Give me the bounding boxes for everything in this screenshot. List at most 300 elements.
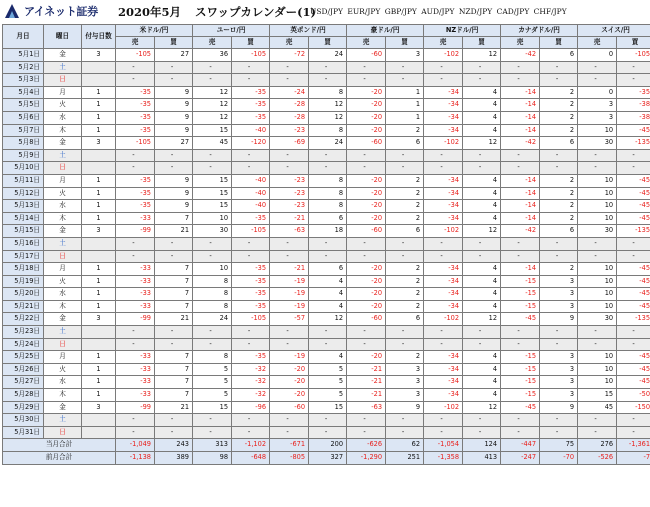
cell-value: 3 (540, 288, 578, 301)
cell-value: - (232, 250, 270, 263)
cell-date: 5月20日 (3, 288, 44, 301)
cell-value: -105 (116, 137, 155, 150)
cell-value: -21 (347, 376, 386, 389)
total-value: 276 (578, 439, 617, 452)
cell-value: -45 (501, 401, 540, 414)
cell-date: 5月10日 (3, 162, 44, 175)
cell-value: - (347, 149, 386, 162)
table-row (3, 99, 650, 112)
cell-value: 3 (540, 275, 578, 288)
cell-value: - (424, 250, 463, 263)
cell-date: 5月21日 (3, 300, 44, 313)
page-title (118, 4, 316, 20)
cell-value: - (424, 61, 463, 74)
cell-value: - (155, 61, 193, 74)
cell-value: - (501, 237, 540, 250)
cell-value: -35 (116, 86, 155, 99)
cell-dow: 金 (44, 401, 82, 414)
cell-dow: 火 (44, 275, 82, 288)
cell-value: 9 (540, 313, 578, 326)
cell-value: 10 (193, 263, 232, 276)
cell-value: - (617, 61, 650, 74)
cell-dow: 水 (44, 288, 82, 301)
cell-date: 5月3日 (3, 74, 44, 87)
cell-value: 2 (540, 187, 578, 200)
cell-value: 4 (309, 351, 347, 364)
cell-value: 15 (193, 401, 232, 414)
cell-value: -33 (116, 288, 155, 301)
table-row (3, 414, 650, 427)
cell-value: - (463, 162, 501, 175)
cell-value: 12 (463, 225, 501, 238)
cell-value: - (463, 250, 501, 263)
cell-value: -40 (232, 200, 270, 213)
col-cad: カナダドル/円 (501, 25, 578, 37)
cell-value: 15 (193, 200, 232, 213)
table-row (3, 275, 650, 288)
cell-value: 1 (386, 86, 424, 99)
total-row (3, 439, 650, 452)
cell-value: 10 (578, 200, 617, 213)
cell-value: - (617, 237, 650, 250)
cell-value: -20 (347, 111, 386, 124)
cell-value: 5 (193, 389, 232, 402)
cell-value: 12 (193, 99, 232, 112)
cell-value: -35 (617, 86, 650, 99)
cell-value: 10 (578, 174, 617, 187)
cell-value: -34 (424, 111, 463, 124)
cell-value: 8 (309, 187, 347, 200)
cell-value: 2 (386, 212, 424, 225)
cell-dow: 木 (44, 124, 82, 137)
cell-date: 5月13日 (3, 200, 44, 213)
cell-value: - (386, 250, 424, 263)
cell-dow: 金 (44, 49, 82, 62)
cell-value: - (617, 149, 650, 162)
cell-value: 12 (463, 313, 501, 326)
cell-value: 6 (309, 263, 347, 276)
cell-value: 4 (463, 212, 501, 225)
cell-value: 12 (463, 137, 501, 150)
cell-value: -21 (270, 263, 309, 276)
cell-value: - (386, 237, 424, 250)
cell-value: 9 (155, 124, 193, 137)
total-value: -671 (270, 439, 309, 452)
table-body (3, 49, 650, 465)
cell-value: - (347, 61, 386, 74)
cell-value: -14 (501, 99, 540, 112)
cell-value: 21 (155, 401, 193, 414)
cell-date: 5月16日 (3, 237, 44, 250)
cell-dow: 水 (44, 376, 82, 389)
cell-value: -20 (270, 363, 309, 376)
total-value: -1,049 (116, 439, 155, 452)
table-row (3, 149, 650, 162)
cell-value: 8 (193, 288, 232, 301)
total-value: -1,358 (424, 452, 463, 465)
cell-value: 2 (386, 288, 424, 301)
cell-value: 24 (193, 313, 232, 326)
cell-value: - (501, 250, 540, 263)
swap-calendar-table (2, 24, 650, 465)
cell-dow: 金 (44, 225, 82, 238)
cell-value: - (386, 149, 424, 162)
cell-value: 15 (309, 401, 347, 414)
col-buy: 買 (540, 37, 578, 49)
cell-value: 4 (463, 99, 501, 112)
cell-date: 5月14日 (3, 212, 44, 225)
cell-dow: 金 (44, 137, 82, 150)
cell-value: 7 (155, 263, 193, 276)
cell-value: 2 (386, 124, 424, 137)
cell-value: -60 (347, 313, 386, 326)
cell-value: 8 (309, 174, 347, 187)
cell-value: -19 (270, 288, 309, 301)
cell-value: - (501, 326, 540, 339)
cell-value: - (540, 162, 578, 175)
cell-dow: 木 (44, 212, 82, 225)
col-sell: 売 (270, 37, 309, 49)
cell-value: - (386, 426, 424, 439)
cell-value: -35 (116, 124, 155, 137)
cell-value: 3 (540, 376, 578, 389)
cell-value: - (155, 74, 193, 87)
cell-value: -102 (424, 401, 463, 414)
cell-value: - (270, 326, 309, 339)
cell-value: - (463, 74, 501, 87)
cell-days: 1 (82, 124, 116, 137)
cell-value: -15 (501, 300, 540, 313)
cell-dow: 月 (44, 174, 82, 187)
cell-value: -35 (232, 300, 270, 313)
cell-value: - (501, 149, 540, 162)
cell-value: -21 (347, 363, 386, 376)
cell-value: -35 (232, 288, 270, 301)
cell-value: 2 (540, 124, 578, 137)
cell-date: 5月15日 (3, 225, 44, 238)
cell-value: - (270, 61, 309, 74)
cell-value: 9 (155, 99, 193, 112)
cell-value: -23 (270, 124, 309, 137)
cell-value: -135 (617, 313, 650, 326)
cell-value: - (617, 426, 650, 439)
total-value: -805 (270, 452, 309, 465)
cell-dow: 日 (44, 338, 82, 351)
cell-dow: 水 (44, 111, 82, 124)
table-row (3, 200, 650, 213)
cell-value: 5 (309, 376, 347, 389)
cell-value: 9 (155, 111, 193, 124)
cell-value: - (232, 149, 270, 162)
cell-value: 8 (309, 200, 347, 213)
cell-days: 3 (82, 313, 116, 326)
cell-value: - (501, 338, 540, 351)
cell-value: 7 (155, 212, 193, 225)
cell-value: 7 (155, 300, 193, 313)
cell-value: 2 (386, 300, 424, 313)
cell-dow: 土 (44, 149, 82, 162)
cell-value: - (309, 426, 347, 439)
col-buy: 買 (232, 37, 270, 49)
cell-value: 9 (386, 401, 424, 414)
cell-value: 7 (155, 363, 193, 376)
cell-value: - (617, 338, 650, 351)
cell-value: -60 (347, 49, 386, 62)
cell-value: 2 (386, 275, 424, 288)
cell-days: 1 (82, 275, 116, 288)
cell-days: 1 (82, 174, 116, 187)
cell-value: - (309, 326, 347, 339)
cell-value: - (270, 237, 309, 250)
cell-days: 1 (82, 389, 116, 402)
cell-value: 5 (309, 389, 347, 402)
cell-value: 6 (386, 137, 424, 150)
cell-value: -32 (232, 389, 270, 402)
cell-value: - (270, 250, 309, 263)
cell-value: - (116, 149, 155, 162)
cell-value: - (232, 74, 270, 87)
cell-value: - (193, 250, 232, 263)
cell-value: -102 (424, 313, 463, 326)
cell-value: - (116, 61, 155, 74)
cell-value: -28 (270, 99, 309, 112)
total-value: 75 (540, 439, 578, 452)
table-row (3, 174, 650, 187)
cell-value: 24 (309, 137, 347, 150)
col-date: 月日 (3, 25, 44, 49)
cell-value: - (155, 414, 193, 427)
cell-value: 3 (386, 49, 424, 62)
cell-value: - (232, 426, 270, 439)
cell-value: -35 (232, 275, 270, 288)
col-days: 付与日数 (82, 25, 116, 49)
cell-value: -105 (232, 49, 270, 62)
cell-value: 27 (155, 49, 193, 62)
header-row-currencies (3, 25, 650, 37)
cell-days: 1 (82, 200, 116, 213)
table-row (3, 187, 650, 200)
cell-value: - (540, 250, 578, 263)
cell-days: 1 (82, 99, 116, 112)
cell-value: -34 (424, 174, 463, 187)
cell-dow: 木 (44, 300, 82, 313)
cell-value: 8 (193, 275, 232, 288)
cell-value: -105 (116, 49, 155, 62)
cell-value: 6 (386, 313, 424, 326)
cell-value: - (347, 338, 386, 351)
cell-value: -45 (617, 263, 650, 276)
cell-value: -69 (270, 137, 309, 150)
cell-value: 6 (309, 212, 347, 225)
cell-value: -45 (617, 288, 650, 301)
cell-value: -20 (270, 389, 309, 402)
cell-value: - (386, 414, 424, 427)
total-value: -526 (578, 452, 617, 465)
cell-dow: 日 (44, 74, 82, 87)
cell-value: -28 (270, 111, 309, 124)
cell-value: 10 (578, 124, 617, 137)
cell-value: -34 (424, 363, 463, 376)
cell-value: -105 (232, 225, 270, 238)
cell-value: -14 (501, 187, 540, 200)
cell-value: 10 (193, 212, 232, 225)
cell-value: - (232, 237, 270, 250)
cell-value: -20 (347, 300, 386, 313)
cell-value: 5 (193, 363, 232, 376)
cell-value: - (116, 162, 155, 175)
cell-value: -14 (501, 212, 540, 225)
cell-value: -34 (424, 124, 463, 137)
cell-value: 10 (578, 376, 617, 389)
total-label: 前月合計 (3, 452, 116, 465)
cell-value: -33 (116, 300, 155, 313)
cell-value: - (193, 338, 232, 351)
cell-value: 4 (463, 187, 501, 200)
col-dow: 曜日 (44, 25, 82, 49)
cell-days (82, 414, 116, 427)
cell-value: 9 (155, 86, 193, 99)
cell-value: - (617, 162, 650, 175)
cell-dow: 土 (44, 414, 82, 427)
col-sell: 売 (424, 37, 463, 49)
table-row (3, 137, 650, 150)
cell-value: -45 (617, 300, 650, 313)
cell-date: 5月17日 (3, 250, 44, 263)
cell-value: - (193, 414, 232, 427)
cell-value: -20 (270, 376, 309, 389)
cell-value: - (501, 414, 540, 427)
cell-value: - (193, 237, 232, 250)
cell-dow: 月 (44, 351, 82, 364)
cell-value: 10 (578, 363, 617, 376)
col-sell: 売 (116, 37, 155, 49)
cell-value: -33 (116, 212, 155, 225)
cell-value: 4 (463, 376, 501, 389)
cell-value: - (193, 162, 232, 175)
cell-value: 4 (309, 300, 347, 313)
cell-value: -23 (270, 200, 309, 213)
cell-value: 2 (540, 200, 578, 213)
total-value: -1,290 (347, 452, 386, 465)
cell-date: 5月8日 (3, 137, 44, 150)
cell-value: -14 (501, 124, 540, 137)
cell-value: - (424, 326, 463, 339)
cell-value: -102 (424, 137, 463, 150)
cell-value: -34 (424, 212, 463, 225)
cell-value: - (116, 414, 155, 427)
cell-value: -19 (270, 275, 309, 288)
cell-days (82, 149, 116, 162)
cell-value: - (116, 338, 155, 351)
cell-value: - (193, 326, 232, 339)
cell-value: 6 (540, 137, 578, 150)
cell-value: -34 (424, 275, 463, 288)
cell-value: -21 (270, 212, 309, 225)
cell-value: - (386, 162, 424, 175)
cell-value: - (540, 74, 578, 87)
cell-days (82, 61, 116, 74)
cell-value: 27 (155, 137, 193, 150)
cell-value: -20 (347, 275, 386, 288)
cell-date: 5月4日 (3, 86, 44, 99)
cell-date: 5月1日 (3, 49, 44, 62)
cell-value: -102 (424, 225, 463, 238)
cell-value: -34 (424, 376, 463, 389)
cell-value: - (540, 426, 578, 439)
cell-value: - (232, 326, 270, 339)
cell-value: - (578, 426, 617, 439)
cell-days (82, 338, 116, 351)
cell-value: - (347, 162, 386, 175)
cell-value: 2 (540, 212, 578, 225)
cell-value: -45 (617, 363, 650, 376)
cell-value: - (463, 426, 501, 439)
cell-value: - (270, 162, 309, 175)
cell-value: -23 (270, 187, 309, 200)
cell-value: -33 (116, 263, 155, 276)
col-nzd: NZドル/円 (424, 25, 501, 37)
total-value: -626 (347, 439, 386, 452)
cell-value: -42 (501, 225, 540, 238)
cell-value: -34 (424, 99, 463, 112)
table-row (3, 61, 650, 74)
cell-date: 5月22日 (3, 313, 44, 326)
cell-days: 1 (82, 86, 116, 99)
cell-value: - (578, 61, 617, 74)
title-name: スワップカレンダー(1) (195, 5, 316, 19)
cell-value: -135 (617, 137, 650, 150)
cell-value: 3 (578, 99, 617, 112)
cell-date: 5月27日 (3, 376, 44, 389)
cell-value: - (463, 414, 501, 427)
cell-value: -60 (347, 137, 386, 150)
cell-value: - (424, 162, 463, 175)
cell-value: -42 (501, 137, 540, 150)
cell-value: - (270, 414, 309, 427)
cell-value: - (463, 237, 501, 250)
cell-days: 3 (82, 137, 116, 150)
cell-value: - (270, 338, 309, 351)
cell-value: 10 (578, 300, 617, 313)
cell-value: - (309, 162, 347, 175)
cell-value: -20 (347, 263, 386, 276)
cell-dow: 日 (44, 162, 82, 175)
cell-value: 30 (578, 225, 617, 238)
cell-value: - (617, 250, 650, 263)
cell-value: -21 (347, 389, 386, 402)
total-value: -1,361 (617, 439, 650, 452)
cell-value: 12 (463, 401, 501, 414)
cell-value: 0 (578, 86, 617, 99)
cell-value: - (501, 426, 540, 439)
cell-value: - (501, 162, 540, 175)
cell-value: 8 (193, 351, 232, 364)
cell-value: -135 (617, 225, 650, 238)
total-label: 当月合計 (3, 439, 116, 452)
cell-value: -60 (347, 225, 386, 238)
cell-value: - (424, 426, 463, 439)
cell-value: -63 (347, 401, 386, 414)
cell-dow: 土 (44, 326, 82, 339)
cell-value: 3 (386, 389, 424, 402)
cell-value: - (347, 237, 386, 250)
cell-date: 5月18日 (3, 263, 44, 276)
cell-days: 1 (82, 300, 116, 313)
cell-value: -45 (617, 275, 650, 288)
cell-value: 7 (155, 288, 193, 301)
cell-value: 15 (193, 174, 232, 187)
cell-value: - (347, 250, 386, 263)
